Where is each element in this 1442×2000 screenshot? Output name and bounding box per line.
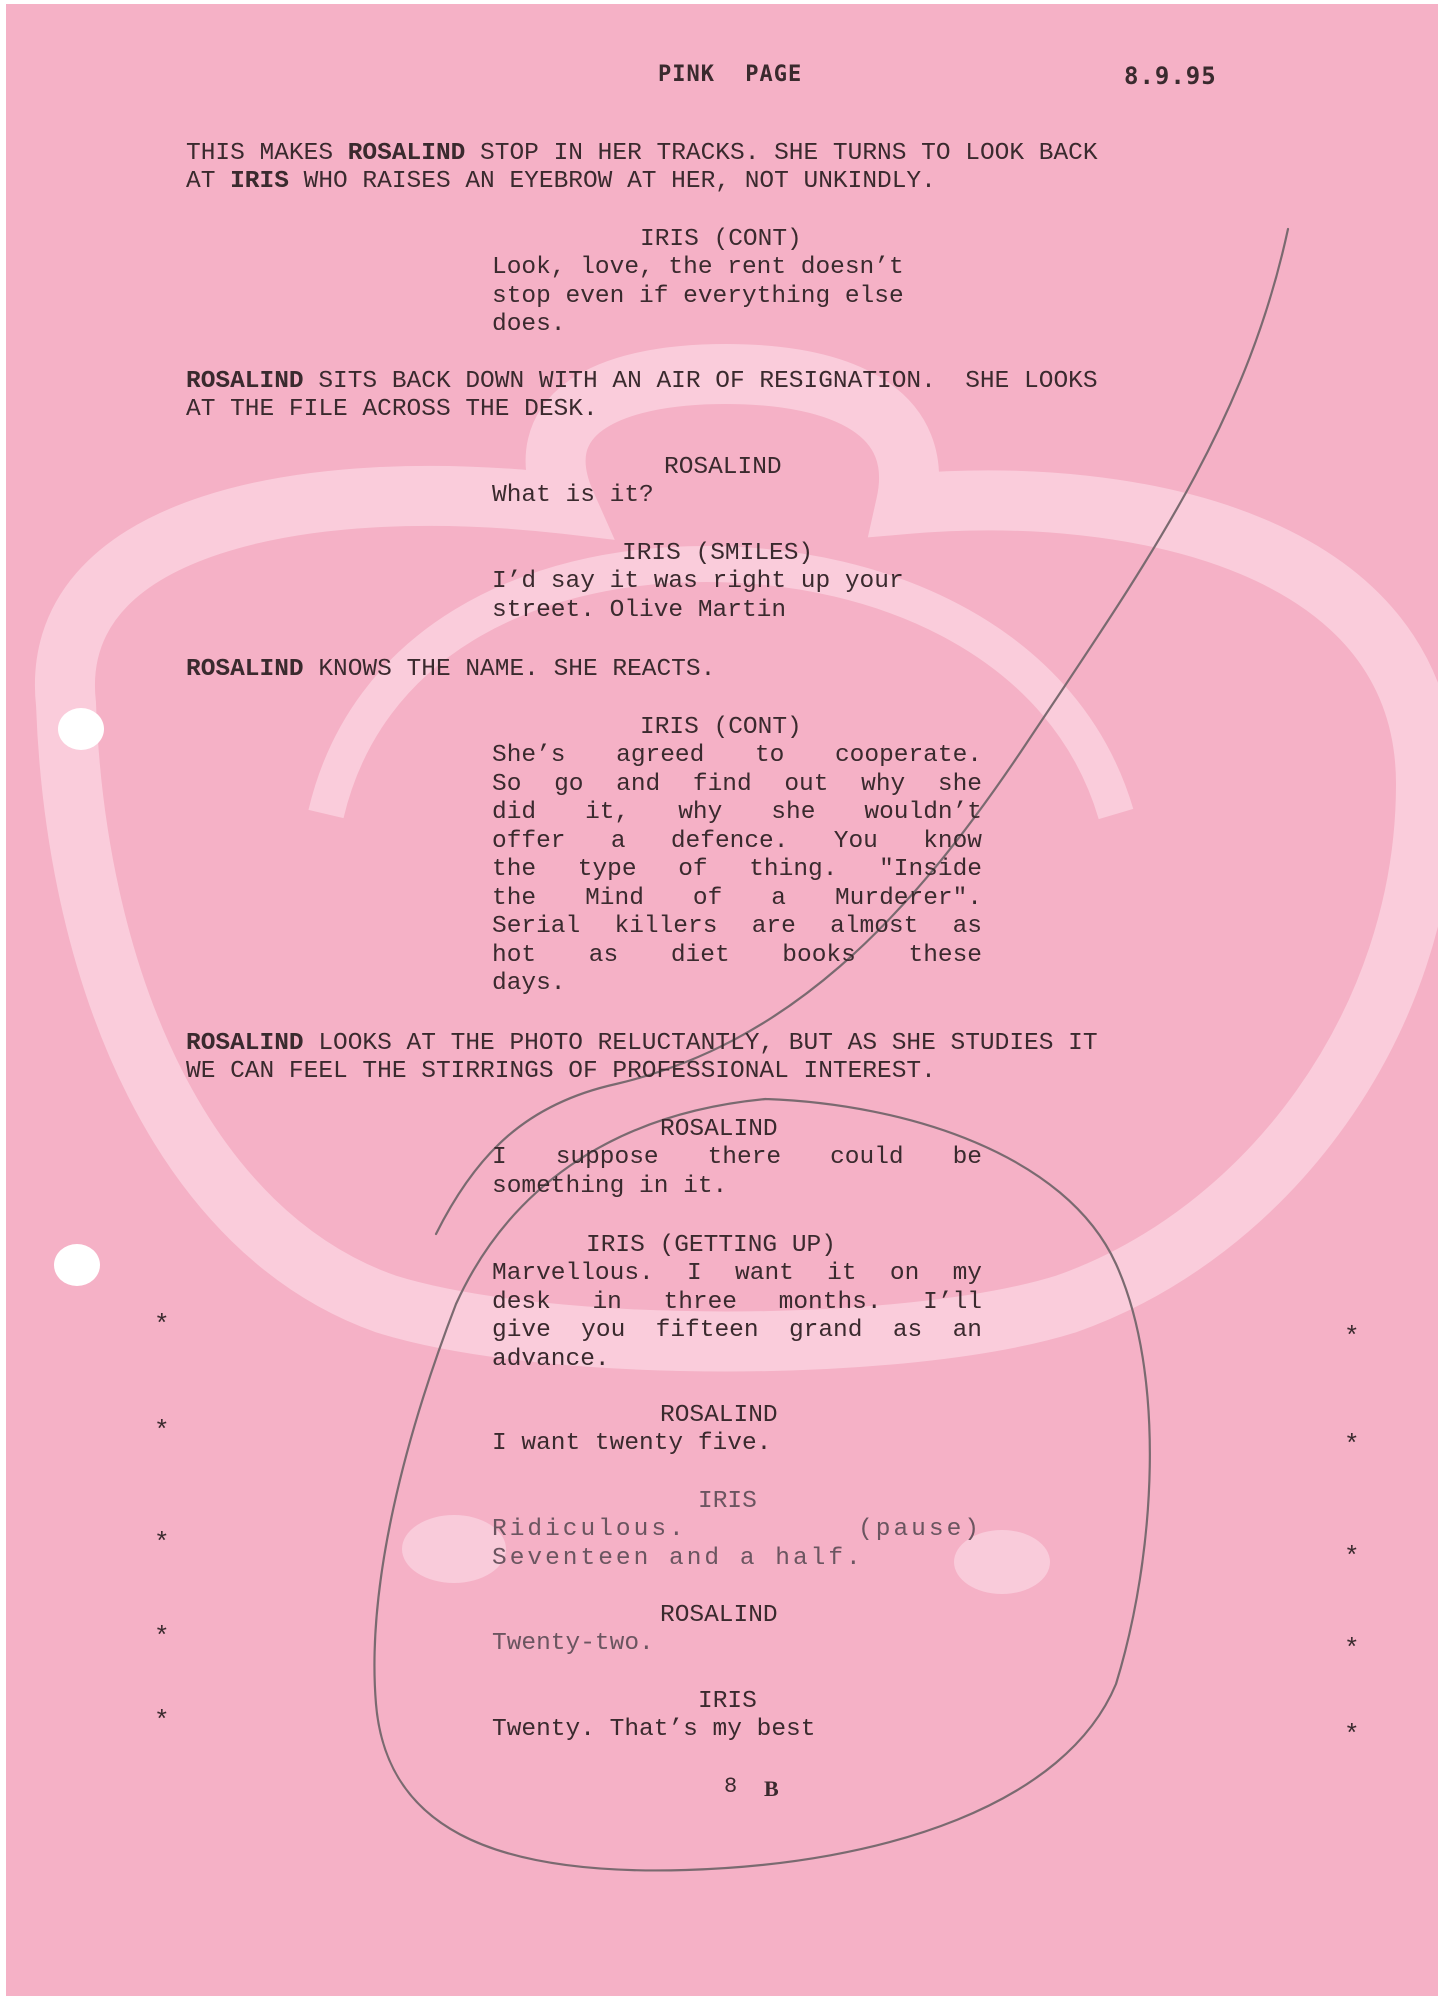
character-cue: IRIS xyxy=(698,1488,757,1515)
character-cue: ROSALIND xyxy=(660,1116,778,1143)
character-cue: IRIS (CONT) xyxy=(640,714,802,741)
revision-mark-left: * xyxy=(154,1416,170,1446)
dialogue-block xyxy=(492,482,982,511)
dialogue-line: street. Olive Martin xyxy=(492,596,787,624)
dialogue-block xyxy=(492,1516,982,1573)
dialogue-line: I’d say it was right up your xyxy=(492,568,904,595)
dialogue-line: does. xyxy=(492,311,566,338)
dialogue-line: did it, why she wouldn’t xyxy=(492,799,982,826)
dialogue-line: What is it? xyxy=(492,482,654,509)
revision-mark-left: * xyxy=(154,1310,170,1340)
character-cue: IRIS (SMILES) xyxy=(622,540,814,567)
revision-mark-right: * xyxy=(1344,1542,1360,1572)
dialogue-line: Ridiculous. (pause) xyxy=(492,1516,982,1543)
dialogue-line: Seventeen and a half. xyxy=(492,1544,864,1572)
character-cue: IRIS (GETTING UP) xyxy=(586,1232,836,1259)
dialogue-line: the type of thing. "Inside xyxy=(492,856,982,883)
character-cue: ROSALIND xyxy=(664,454,782,481)
dialogue-line: Twenty. That’s my best xyxy=(492,1716,816,1743)
dialogue-block xyxy=(492,1430,982,1459)
dialogue-line: I want twenty five. xyxy=(492,1430,772,1457)
character-cue: ROSALIND xyxy=(660,1402,778,1429)
revision-mark-left: * xyxy=(154,1706,170,1736)
dialogue-line: advance. xyxy=(492,1345,610,1373)
action-block: ROSALIND KNOWS THE NAME. SHE REACTS. xyxy=(186,656,716,683)
dialogue-block xyxy=(492,1260,982,1374)
character-cue: IRIS xyxy=(698,1688,757,1715)
dialogue-line: stop even if everything else xyxy=(492,282,904,310)
dialogue-line: Look, love, the rent doesn’t xyxy=(492,254,904,281)
revision-mark-left: * xyxy=(154,1528,170,1558)
action-block: THIS MAKES ROSALIND STOP IN HER TRACKS. SHE TURNS TO LOOK BACK AT IRIS WHO RAISES AN EYEBROW AT HER, NOT UNKINDLY. xyxy=(186,140,1098,195)
dialogue-block xyxy=(492,254,982,340)
dialogue-line: Serial killers are almost as xyxy=(492,913,982,940)
dialogue-block xyxy=(492,568,982,625)
page-number: 8 xyxy=(724,1774,738,1799)
revision-date: 8.9.95 xyxy=(1124,62,1217,90)
revision-mark-right: * xyxy=(1344,1634,1360,1664)
dialogue-line: offer a defence. You know xyxy=(492,827,982,855)
dialogue-line: hot as diet books these xyxy=(492,941,982,969)
dialogue-block xyxy=(492,1630,982,1659)
dialogue-line: desk in three months. I’ll xyxy=(492,1288,982,1316)
page-color-label: PINK PAGE xyxy=(658,62,803,87)
dialogue-block xyxy=(492,1716,982,1745)
dialogue-block xyxy=(492,1144,982,1201)
dialogue-line: Marvellous. I want it on my xyxy=(492,1260,982,1287)
dialogue-line: So go and find out why she xyxy=(492,770,982,798)
punch-hole-lower xyxy=(54,1244,100,1286)
dialogue-line: the Mind of a Murderer". xyxy=(492,884,982,912)
dialogue-line: days. xyxy=(492,970,566,997)
revision-mark-right: * xyxy=(1344,1322,1360,1352)
punch-hole-upper xyxy=(58,708,104,750)
action-block: ROSALIND LOOKS AT THE PHOTO RELUCTANTLY, BUT AS SHE STUDIES IT WE CAN FEEL THE STIRRINGS OF PROFESSIONAL INTEREST. xyxy=(186,1030,1098,1085)
dialogue-block xyxy=(492,742,982,999)
character-cue: ROSALIND xyxy=(660,1602,778,1629)
revision-letter: B xyxy=(764,1776,779,1801)
revision-mark-left: * xyxy=(154,1622,170,1652)
revision-mark-right: * xyxy=(1344,1430,1360,1460)
action-block: ROSALIND SITS BACK DOWN WITH AN AIR OF RESIGNATION. SHE LOOKS AT THE FILE ACROSS THE DESK. xyxy=(186,368,1098,423)
dialogue-line: I suppose there could be xyxy=(492,1144,982,1171)
character-cue: IRIS (CONT) xyxy=(640,226,802,253)
dialogue-line: She’s agreed to cooperate. xyxy=(492,742,982,769)
dialogue-line: give you fifteen grand as an xyxy=(492,1317,982,1344)
revision-mark-right: * xyxy=(1344,1720,1360,1750)
script-page xyxy=(6,4,1438,1996)
dialogue-line: something in it. xyxy=(492,1172,728,1200)
dialogue-line: Twenty-two. xyxy=(492,1630,654,1657)
